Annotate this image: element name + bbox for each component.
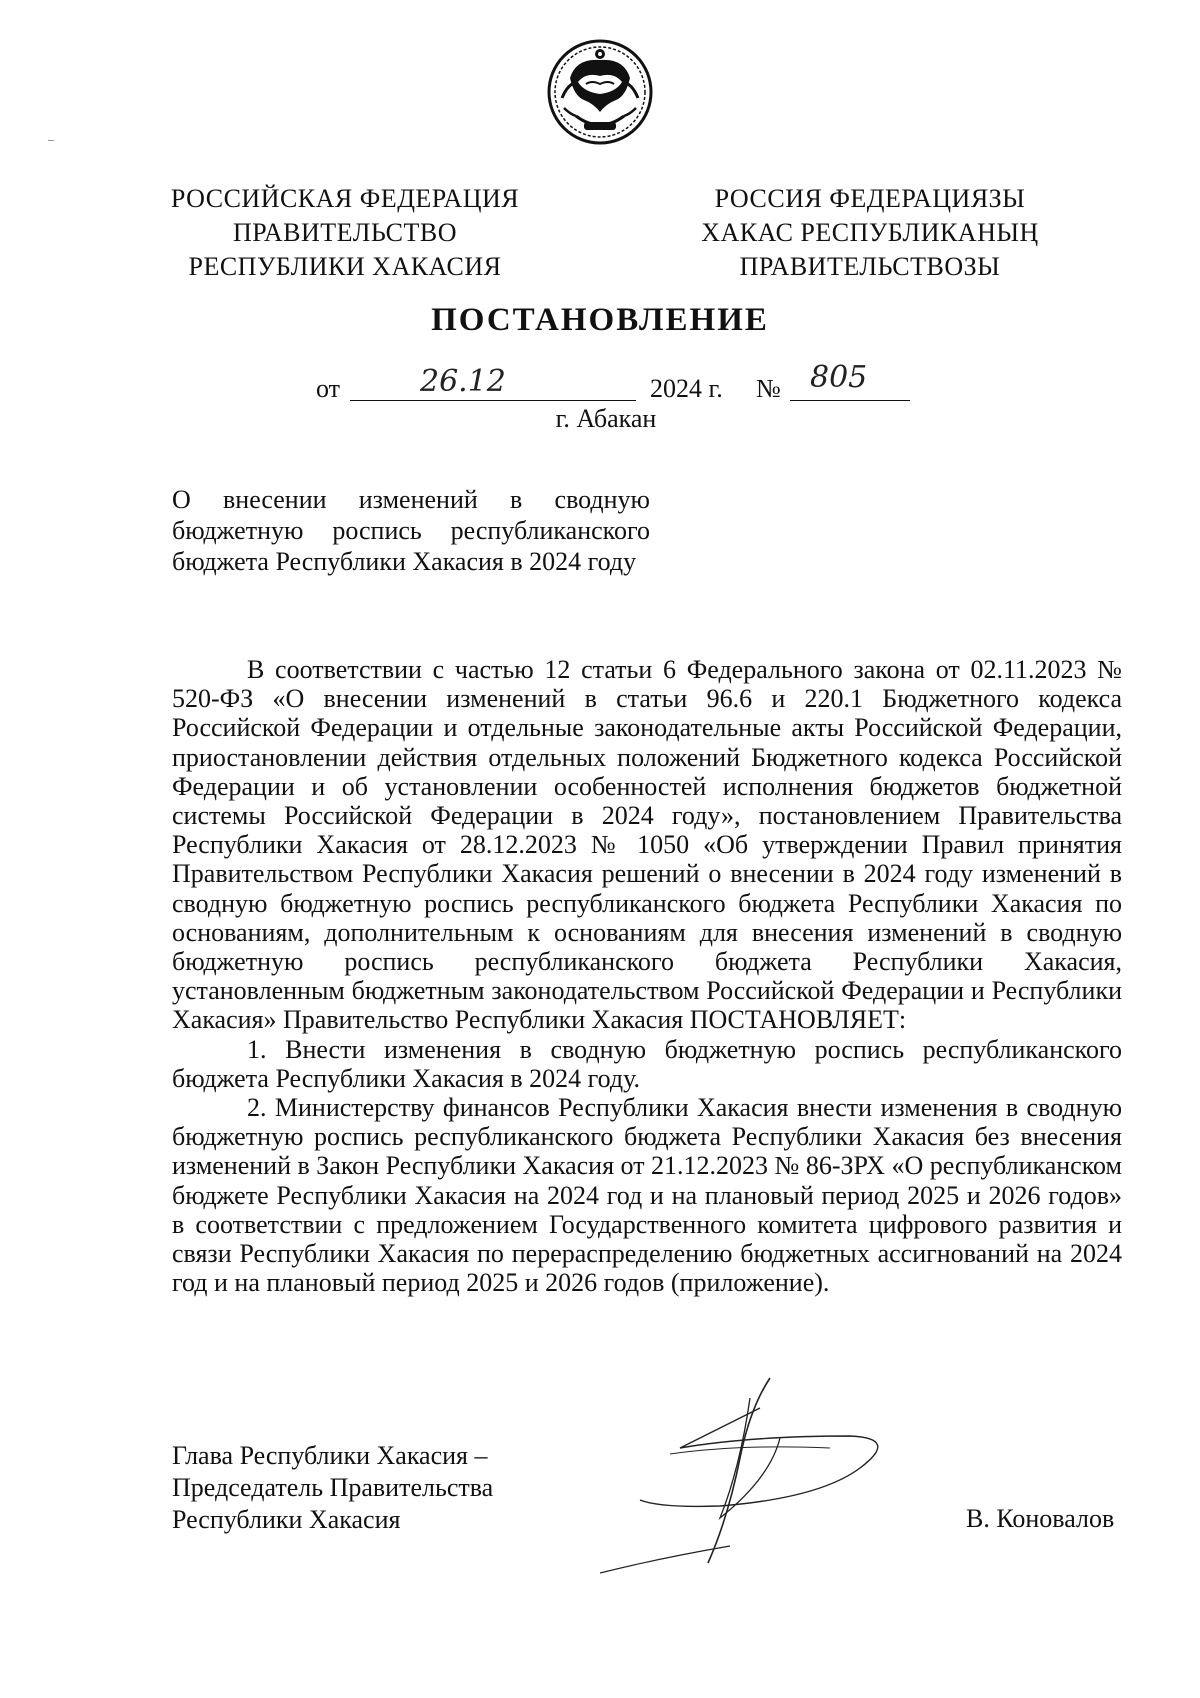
- header-left-line: РЕСПУБЛИКИ ХАКАСИЯ: [188, 252, 502, 281]
- handwritten-number: 805: [810, 360, 868, 395]
- body-text: [172, 655, 1122, 1297]
- signatory-line: Глава Республики Хакасия –: [172, 1441, 488, 1470]
- body-paragraph: 2. Министерству финансов Республики Хакасия внести изменения в сводную бюджетную роспись республиканского бюджета Республики Хакасия без внесения изменений в Закон Республики Хакасия от 21.12.2023 № 86-ЗРХ «О республиканском бюджете Республики Хакасия на 2024 год и на плановый период 2025 и 2026 годов» в соответствии с предложением Государственного комитета цифрового развития и связи Республики Хакасия по перераспределению бюджетных ассигнований на 2024 год и на плановый период 2025 и 2026 годов (приложение).: [172, 1093, 1122, 1298]
- signatory-name: В. Коновалов: [966, 1504, 1115, 1533]
- header-right-line: ХАКАС РЕСПУБЛИКАНЫҢ: [701, 218, 1039, 247]
- coat-of-arms-icon: [546, 38, 654, 146]
- header-left-line: ПРАВИТЕЛЬСТВО: [233, 218, 457, 247]
- header-right-line: ПРАВИТЕЛЬСТВОЗЫ: [739, 252, 1001, 281]
- handwritten-signature: [600, 1368, 940, 1578]
- document-title: ПОСТАНОВЛЕНИЕ: [431, 302, 769, 338]
- header-right: [690, 182, 1050, 284]
- body-paragraph: В соответствии с частью 12 статьи 6 Федерального закона от 02.11.2023 № 520-ФЗ «О внесении изменений в статьи 96.6 и 220.1 Бюджетного кодекса Российской Федерации и отдельные законодательные акты Российской Федерации, приостановлении действия отдельных положений Бюджетного кодекса Российской Федерации и об установлении особенностей исполнения бюджетов бюджетной системы Российской Федерации в 2024 году», постановлением Правительства Республики Хакасия от 28.12.2023 № 1050 «Об утверждении Правил принятия Правительством Республики Хакасия решений о внесении в 2024 году изменений в сводную бюджетную роспись республиканского бюджета Республики Хакасия по основаниям, дополнительным к основаниям для внесения изменений в сводную бюджетную роспись республиканского бюджета Республики Хакасия, установленным бюджетным законодательством Российской Федерации и Республики Хакасия» Правительство Республики Хакасия ПОСТАНОВЛЯЕТ:: [172, 655, 1122, 1035]
- scan-mark: [48, 140, 54, 141]
- header-left: [160, 182, 530, 284]
- subject-block: О внесении изменений в сводную бюджетную роспись республиканского бюджета Республики Хакасия в 2024 году: [172, 485, 650, 576]
- city-name: г. Абакан: [555, 404, 657, 433]
- year-label: 2024 г.: [650, 374, 723, 403]
- number-label: №: [756, 374, 781, 403]
- from-label: от: [316, 374, 341, 403]
- signatory-line: Председатель Правительства: [172, 1473, 494, 1502]
- signatory-line: Республики Хакасия: [172, 1505, 401, 1534]
- handwritten-date: 26.12: [420, 364, 506, 399]
- city-line: [0, 404, 1200, 434]
- body-paragraph: 1. Внести изменения в сводную бюджетную роспись республиканского бюджета Республики Хакасия в 2024 году.: [172, 1034, 1122, 1093]
- header-right-line: РОССИЯ ФЕДЕРАЦИЯЗЫ: [714, 184, 1026, 213]
- signatory-position: [172, 1440, 493, 1536]
- header-left-line: РОССИЙСКАЯ ФЕДЕРАЦИЯ: [170, 184, 520, 213]
- date-number-line: [0, 360, 1200, 406]
